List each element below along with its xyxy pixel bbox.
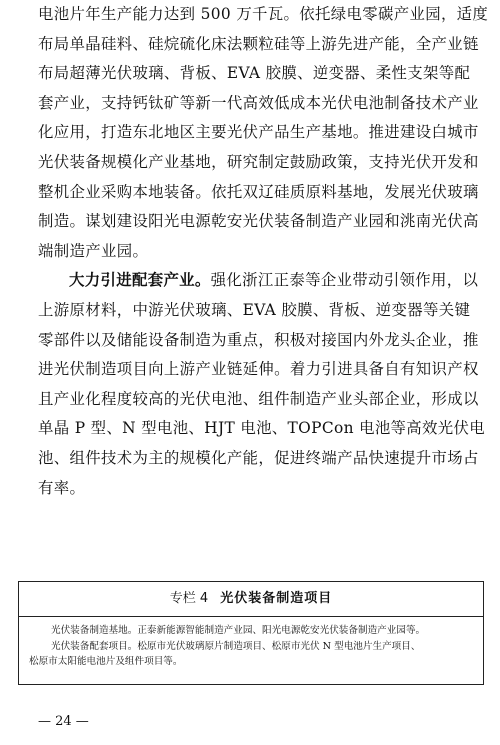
text-line: 端制造产业园。	[38, 241, 149, 260]
text-line: 套产业，支持钙钛矿等新一代高效低成本光伏电池制备技术产业	[38, 93, 479, 112]
text-line: 光伏装备规模化产业基地，研究制定鼓励政策，支持光伏开发和	[38, 152, 479, 171]
text-line: 上游原材料，中游光伏玻璃、EVA 胶膜、背板、逆变器等关键	[38, 300, 471, 319]
box-body	[19, 617, 483, 670]
box-line: 光伏装备制造基地。正泰新能源智能制造产业园、阳光电源乾安光伏装备制造产业园等。	[51, 625, 426, 636]
text-line: 整机企业采购本地装备。依托双辽硅质原料基地，发展光伏玻璃	[38, 182, 479, 201]
text-line: 零部件以及储能设备制造为重点，积极对接国内外龙头企业，推	[38, 330, 479, 349]
box-title: 光伏装备制造项目	[220, 591, 333, 606]
paragraph-text: 强化浙江正泰等企业带动引领作用，以	[210, 271, 479, 290]
body-text	[38, 0, 490, 503]
paragraph-heading: 大力引进配套产业。	[69, 271, 211, 290]
paragraph-2-first-line	[38, 266, 490, 296]
box-header	[19, 582, 483, 617]
feature-box	[18, 581, 484, 685]
text-line: 单晶 P 型、N 型电池、HJT 电池、TOPCon 电池等高效光伏电	[38, 419, 486, 438]
text-line: 进光伏制造项目向上游产业链延伸。着力引进具备自有知识产权	[38, 360, 479, 379]
text-line: 池、组件技术为主的规模化产能，促进终端产品快速提升市场占	[38, 448, 479, 467]
text-line: 有率。	[38, 478, 86, 497]
text-line: 电池片年生产能力达到 500 万千瓦。依托绿电零碳产业园，适度	[38, 5, 489, 23]
text-line: 且产业化程度较高的光伏电池、组件制造产业头部企业，形成以	[38, 389, 479, 408]
box-number: 专栏 4	[169, 591, 209, 606]
text-line: 化应用，打造东北地区主要光伏产品生产基地。推进建设白城市	[38, 123, 479, 142]
page-number: — 24 —	[38, 714, 89, 729]
text-line: 布局超薄光伏玻璃、背板、EVA 胶膜、逆变器、柔性支架等配	[38, 64, 471, 83]
box-line: 光伏装备配套项目。松原市光伏玻璃原片制造项目、松原市光伏 N 型电池片生产项目、	[51, 640, 421, 652]
text-line: 制造。谋划建设阳光电源乾安光伏装备制造产业园和洮南光伏高	[38, 212, 479, 231]
text-line: 布局单晶硅料、硅烷硫化床法颗粒硅等上游先进产能，全产业链	[38, 34, 479, 53]
box-line: 松原市太阳能电池片及组件项目等。	[29, 656, 183, 668]
